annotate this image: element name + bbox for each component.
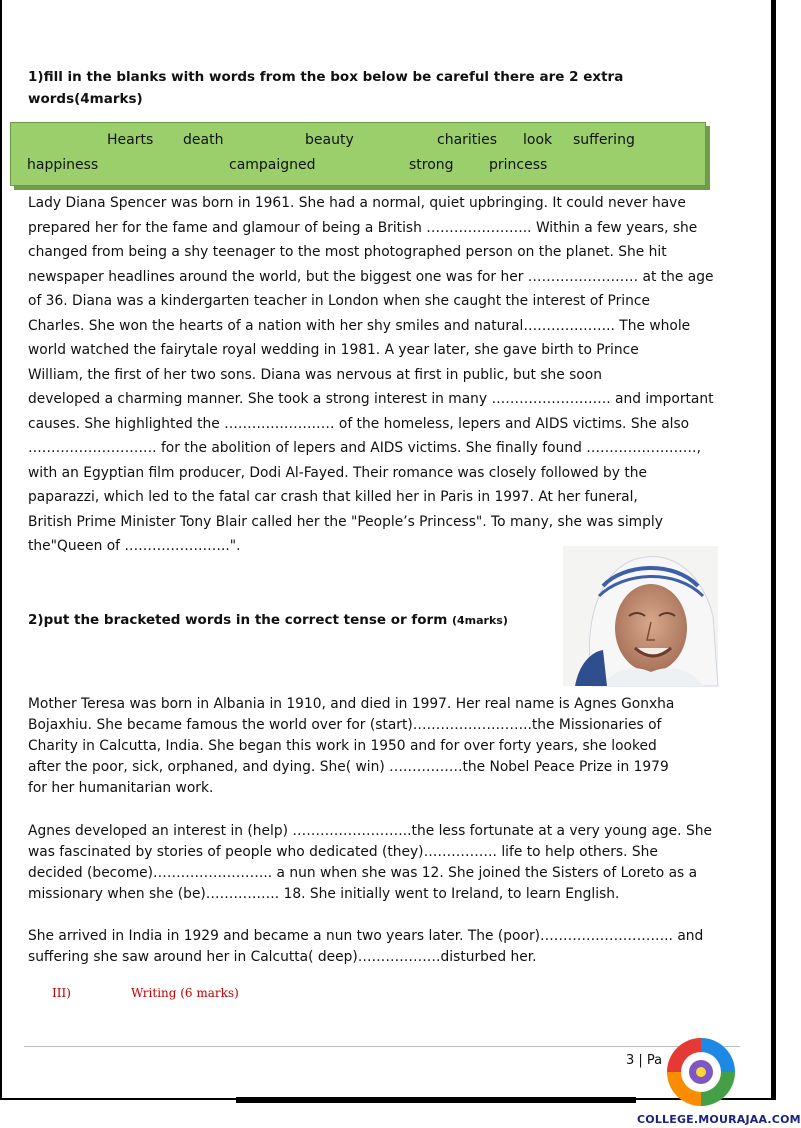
- passage-line: Lady Diana Spencer was born in 1961. She had a normal, quiet upbringing. It could never have: [28, 195, 686, 211]
- word-box: [10, 122, 706, 186]
- passage-line: Agnes developed an interest in (help) ……………………..the less fortunate at a very young age. She: [28, 823, 712, 839]
- passage-line: with an Egyptian film producer, Dodi Al-Fayed. Their romance was closely followed by the: [28, 464, 647, 481]
- question1-title: 1)fill in the blanks with words from the box below be careful there are 2 extra words(4marks): [28, 69, 624, 107]
- word-look: look: [523, 132, 553, 148]
- word-happiness: happiness: [27, 157, 99, 173]
- teresa-paragraph-2: [28, 821, 722, 905]
- passage-line: Charity in Calcutta, India. She began this work in 1950 and for over forty years, she looked: [28, 738, 657, 754]
- question2-marks: (4marks): [451, 614, 508, 627]
- mother-teresa-photo: [563, 546, 718, 686]
- passage-line: after the poor, sick, orphaned, and dying. She( win) …………….the Nobel Peace Prize in 1979: [28, 759, 669, 775]
- passage-line: world watched the fairytale royal wedding in 1981. A year later, she gave birth to Prince: [28, 342, 639, 358]
- passage-line: Bojaxhiu. She became famous the world over for (start)……………………..the Missionaries of: [28, 717, 662, 733]
- question2-title: [28, 612, 508, 628]
- passage-line: suffering she saw around her in Calcutta( deep)………………disturbed her.: [28, 949, 537, 965]
- page-border-right: [772, 0, 776, 1100]
- diana-passage: [28, 191, 722, 559]
- passage-line: decided (become)…………………….. a nun when she was 12. She joined the Sisters of Loreto as a: [28, 865, 698, 881]
- passage-line: British Prime Minister Tony Blair called her the "People’s Princess". To many, she was simply: [28, 513, 663, 530]
- word-campaigned: campaigned: [229, 157, 316, 173]
- page-number: 3 | Pa: [626, 1053, 663, 1068]
- passage-line: was fascinated by stories of people who dedicated (they)……………. life to help others. She: [28, 844, 658, 860]
- question2-text: 2)put the bracketed words in the correct tense or form: [28, 612, 448, 628]
- passage-line: prepared her for the fame and glamour of being a British ………………….. Within a few years, she: [28, 219, 698, 236]
- teresa-paragraph-1: [28, 694, 722, 799]
- passage-line: newspaper headlines around the world, but the biggest one was for her …………………… at the age: [28, 268, 714, 285]
- passage-line: Charles. She won the hearts of a nation with her shy smiles and natural……………….. The whole: [28, 317, 691, 334]
- passage-line: of 36. Diana was a kindergarten teacher in London when she caught the interest of Prince: [28, 293, 650, 309]
- passage-line: ………………………. for the abolition of lepers and AIDS victims. She finally found ……………………,: [28, 440, 701, 456]
- passage-line: paparazzi, which led to the fatal car crash that killed her in Paris in 1997. At her funeral,: [28, 489, 638, 505]
- passage-line: changed from being a shy teenager to the most photographed person on the planet. She hit: [28, 244, 667, 260]
- passage-line: William, the first of her two sons. Diana was nervous at first in public, but she soon: [28, 366, 602, 383]
- section3-title: Writing (6 marks): [131, 986, 239, 1000]
- passage-line: the"Queen of …………………..".: [28, 538, 241, 554]
- word-suffering: suffering: [573, 132, 635, 148]
- passage-line: Mother Teresa was born in Albania in 1910, and died in 1997. Her real name is Agnes Gonxha: [28, 696, 675, 712]
- word-death: death: [183, 132, 224, 148]
- word-princess: princess: [489, 157, 548, 173]
- word-hearts: Hearts: [107, 132, 154, 148]
- site-logo: [651, 1024, 743, 1110]
- site-url: COLLEGE.MOURAJAA.COM: [637, 1113, 801, 1126]
- teresa-paragraph-3: [28, 926, 722, 968]
- passage-line: for her humanitarian work.: [28, 780, 214, 796]
- section3-number: III): [52, 986, 71, 1000]
- footer-divider: [24, 1046, 740, 1047]
- passage-line: developed a charming manner. She took a strong interest in many …………………….. and important: [28, 391, 714, 407]
- word-charities: charities: [437, 132, 498, 148]
- word-beauty: beauty: [305, 132, 354, 148]
- word-strong: strong: [409, 157, 454, 173]
- passage-line: missionary when she (be)……………. 18. She initially went to Ireland, to learn English.: [28, 886, 620, 902]
- passage-line: She arrived in India in 1929 and became a nun two years later. The (poor)……………………….. and: [28, 928, 704, 944]
- passage-line: causes. She highlighted the …………………… of the homeless, lepers and AIDS victims. She also: [28, 415, 690, 432]
- bottom-bar: [236, 1097, 636, 1103]
